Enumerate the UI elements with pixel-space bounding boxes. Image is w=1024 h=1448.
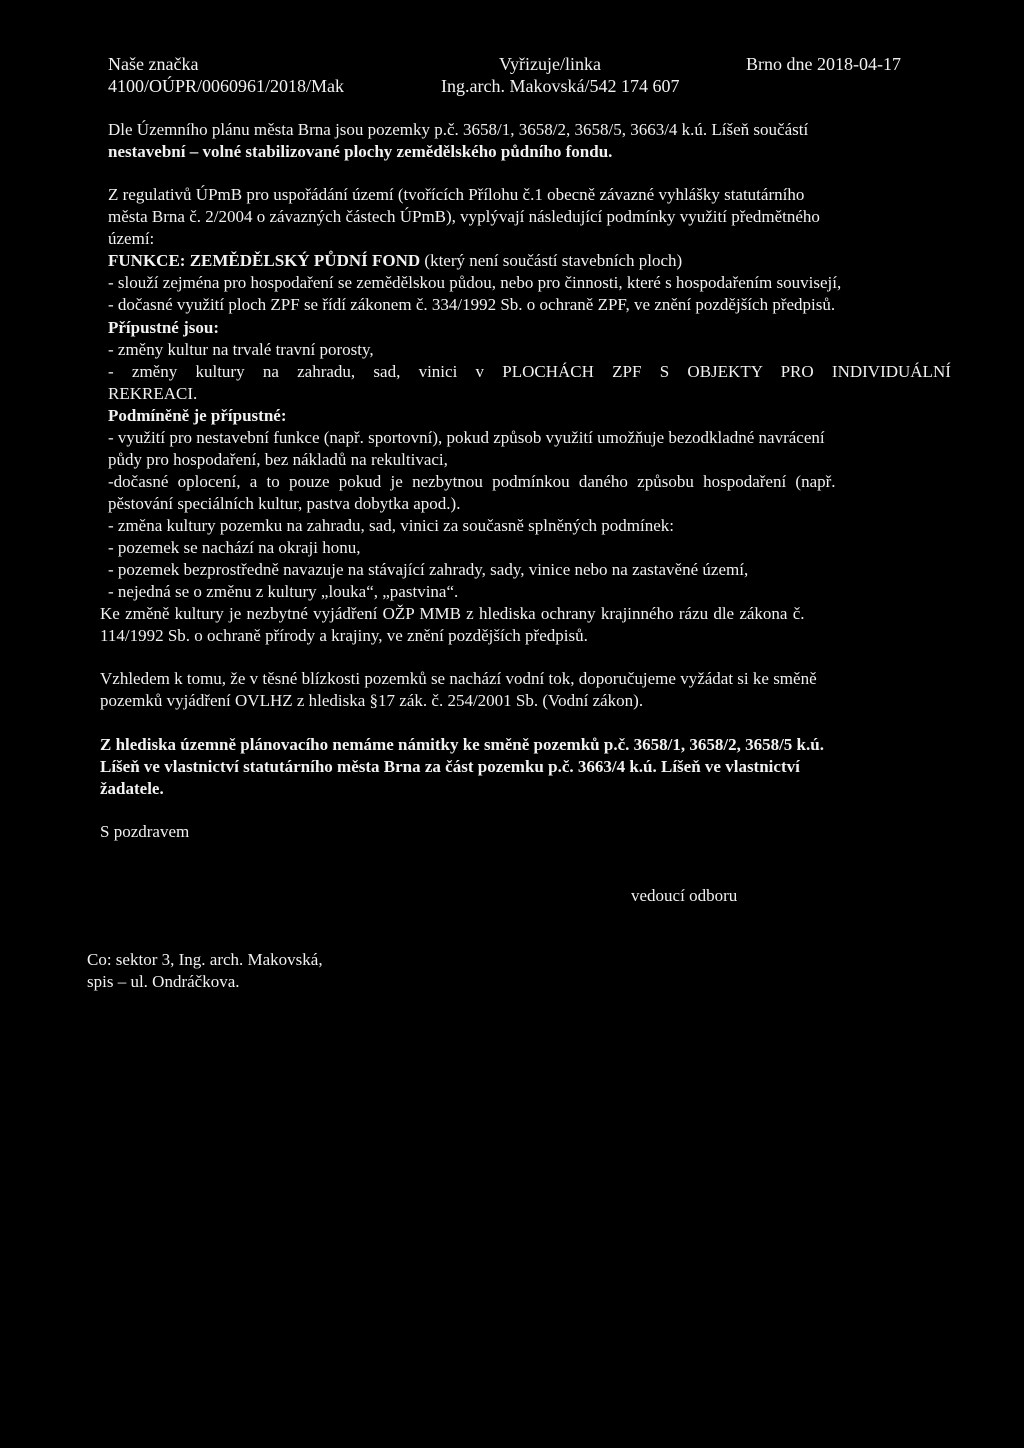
function-heading-bold: FUNKCE: ZEMĚDĚLSKÝ PŮDNÍ FOND [108, 251, 421, 270]
paragraph-line: 114/1992 Sb. o ochraně přírody a krajiny, ve znění pozdějších předpisů. [100, 626, 588, 645]
paragraph-line: Dle Územního plánu města Brna jsou pozemky p.č. 3658/1, 3658/2, 3658/5, 3663/4 k.ú. Líšeň součástí [108, 120, 809, 139]
paragraph-line: území: [108, 229, 155, 248]
our-ref-value: 4100/OÚPR/0060961/2018/Mak [108, 76, 345, 96]
function-heading [108, 251, 682, 271]
paragraph-line: nestavební – volné stabilizované plochy zemědělského půdního fondu. [108, 142, 613, 161]
our-ref-label: Naše značka [108, 54, 199, 74]
conclusion-line: Z hlediska územně plánovacího nemáme námitky ke směně pozemků p.č. 3658/1, 3658/2, 3658/5 k.ú. [100, 735, 824, 754]
list-item: - využití pro nestavební funkce (např. sportovní), pokud způsob využití umožňuje bezodkladné navrácení [108, 428, 825, 447]
conclusion-line: žadatele. [100, 779, 164, 798]
paragraph-line: Vzhledem k tomu, že v těsné blízkosti pozemků se nachází vodní tok, doporučujeme vyžádat si ke směně [100, 669, 817, 688]
list-item: - změny kultur na trvalé travní porosty, [108, 340, 374, 359]
function-heading-note: (který není součástí stavebních ploch) [420, 251, 683, 270]
list-item: - změna kultury pozemku na zahradu, sad, vinici za současně splněných podmínek: [108, 516, 675, 535]
permitted-heading: Přípustné jsou: [108, 318, 219, 337]
conditional-heading: Podmíněně je přípustné: [108, 406, 287, 425]
list-item: - změny kultury na zahradu, sad, vinici v PLOCHÁCH ZPF S OBJEKTY PRO INDIVIDUÁLNÍ [108, 362, 951, 381]
list-item-continuation: půdy pro hospodaření, bez nákladů na rekultivaci, [108, 450, 448, 469]
list-item: -dočasné oplocení, a to pouze pokud je nezbytnou podmínkou daného způsobu hospodaření (např. [108, 472, 836, 491]
signatory-title: vedoucí odboru [631, 886, 738, 905]
list-item: - dočasné využití ploch ZPF se řídí zákonem č. 334/1992 Sb. o ochraně ZPF, ve znění pozdějších předpisů. [108, 295, 836, 314]
paragraph-line: města Brna č. 2/2004 o závazných částech ÚPmB), vyplývají následující podmínky využití předmětného [108, 207, 820, 226]
paragraph-line: Ke změně kultury je nezbytné vyjádření OŽP MMB z hlediska ochrany krajinného rázu dle zákona č. [100, 604, 805, 623]
list-item: - nejedná se o změnu z kultury „louka“, „pastvina“. [108, 582, 459, 601]
handled-by-value: Ing.arch. Makovská/542 174 607 [441, 76, 680, 96]
cc-line: Co: sektor 3, Ing. arch. Makovská, [87, 950, 323, 969]
list-item: - pozemek bezprostředně navazuje na stávající zahrady, sady, vinice nebo na zastavěné území, [108, 560, 749, 579]
list-item-continuation: pěstování speciálních kultur, pastva dobytka apod.). [108, 494, 461, 513]
conclusion-line: Líšeň ve vlastnictví statutárního města Brna za část pozemku p.č. 3663/4 k.ú. Líšeň ve vlastnictví [100, 757, 800, 776]
cc-line: spis – ul. Ondráčkova. [87, 972, 240, 991]
list-item: - pozemek se nachází na okraji honu, [108, 538, 361, 557]
letter-date: Brno dne 2018-04-17 [746, 54, 901, 74]
handled-by-label: Vyřizuje/linka [499, 54, 601, 74]
paragraph-line: pozemků vyjádření OVLHZ z hlediska §17 zák. č. 254/2001 Sb. (Vodní zákon). [100, 691, 644, 710]
list-item: - slouží zejména pro hospodaření se zemědělskou půdou, nebo pro činnosti, které s hospodařením souvisejí, [108, 273, 842, 292]
paragraph-line: Z regulativů ÚPmB pro uspořádání území (tvořících Přílohu č.1 obecně závazné vyhlášky statutárního [108, 185, 805, 204]
list-item-continuation: REKREACI. [108, 384, 198, 403]
greeting: S pozdravem [100, 822, 190, 841]
